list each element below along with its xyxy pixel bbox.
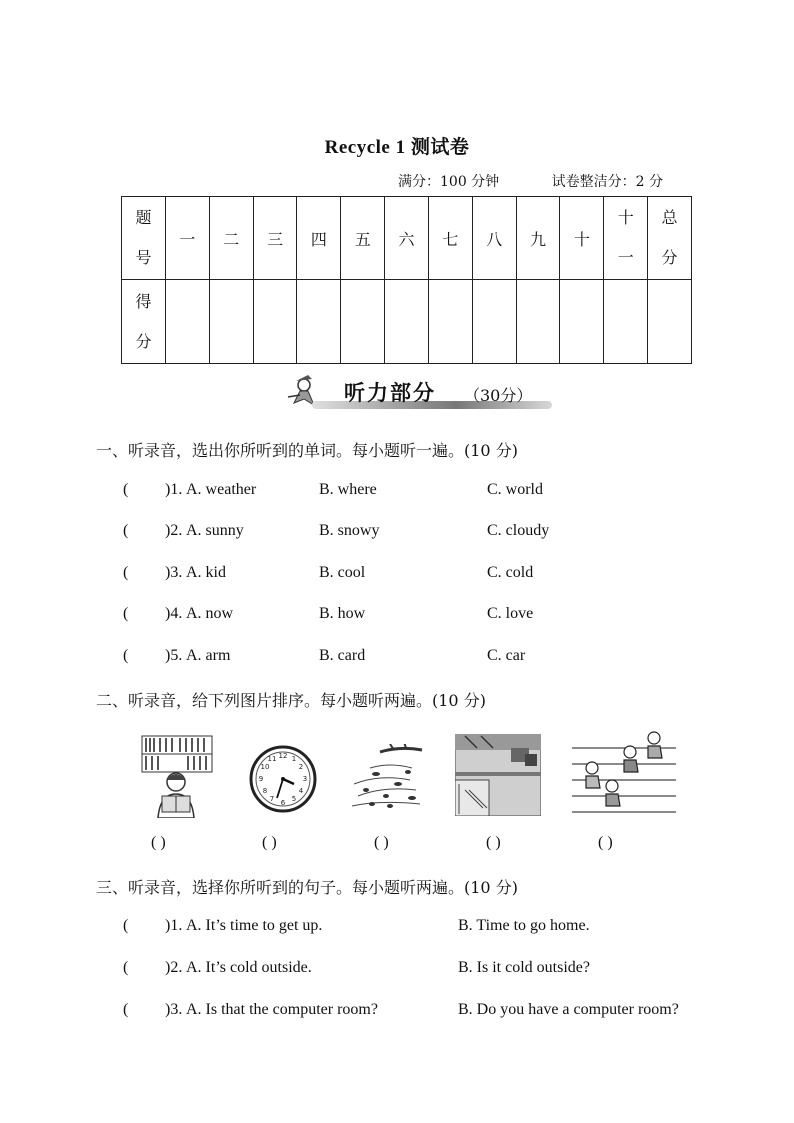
running-kids-picture: [572, 730, 676, 816]
svg-text:9: 9: [258, 775, 264, 783]
clock-picture: [248, 744, 318, 814]
order-blank[interactable]: ( ): [486, 834, 501, 851]
section-1-heading: 一、听录音，选出你所听到的单词。每小题听一遍。(10 分): [96, 441, 518, 460]
score-cell[interactable]: [297, 280, 341, 364]
col-header: 八: [472, 197, 516, 280]
order-blank[interactable]: ( ): [598, 834, 613, 851]
listening-banner: [282, 373, 552, 413]
svg-text:7: 7: [269, 795, 275, 803]
option-c: C. cloudy: [487, 522, 550, 539]
exam-meta: [398, 171, 711, 191]
option-a: A. kid: [186, 564, 226, 581]
col-header: 三: [253, 197, 297, 280]
svg-text:5: 5: [291, 795, 297, 803]
option-a: A. sunny: [186, 522, 244, 539]
score-cell[interactable]: [209, 280, 253, 364]
col-header: 九: [516, 197, 560, 280]
option-b: B. where: [319, 481, 377, 498]
score-cell[interactable]: [560, 280, 604, 364]
score-cell[interactable]: [604, 280, 648, 364]
score-cell[interactable]: [516, 280, 560, 364]
col-header: 五: [341, 197, 385, 280]
library-reading-picture: [140, 734, 214, 818]
row-label-score: 得 分: [122, 280, 166, 364]
option-a: A. Is that the computer room?: [186, 1001, 378, 1018]
option-b: B. Time to go home.: [458, 917, 590, 934]
option-b: B. Is it cold outside?: [458, 959, 590, 976]
score-cell[interactable]: [385, 280, 429, 364]
section-2-heading: 二、听录音，给下列图片排序。每小题听两遍。(10 分): [96, 691, 486, 710]
score-cell[interactable]: [166, 280, 210, 364]
row-label-question-number: 题 号: [122, 197, 166, 280]
option-b: B. card: [319, 647, 366, 664]
section-3-heading: 三、听录音，选择你所听到的句子。每小题听两遍。(10 分): [96, 878, 518, 897]
option-a: A. weather: [186, 481, 257, 498]
score-table: [121, 196, 692, 364]
order-blank[interactable]: ( ): [262, 834, 277, 851]
picture-row: [0, 730, 794, 820]
option-c: C. cold: [487, 564, 534, 581]
banner-points: （30分）: [464, 386, 533, 405]
svg-text:11: 11: [267, 755, 277, 763]
svg-text:4: 4: [298, 787, 304, 795]
order-blank[interactable]: ( ): [151, 834, 166, 851]
svg-text:1: 1: [291, 755, 297, 763]
option-b: B. snowy: [319, 522, 380, 539]
score-cell[interactable]: [648, 280, 692, 364]
score-cell[interactable]: [341, 280, 385, 364]
option-b: B. how: [319, 605, 366, 622]
option-c: C. love: [487, 605, 534, 622]
col-header: 二: [209, 197, 253, 280]
col-header: 十: [560, 197, 604, 280]
exam-title: Recycle 1 测试卷: [324, 137, 470, 158]
option-a: A. It’s time to get up.: [186, 917, 323, 934]
svg-text:10: 10: [260, 763, 270, 771]
option-b: B. Do you have a computer room?: [458, 1001, 679, 1018]
col-header-eleven: 十 一: [604, 197, 648, 280]
svg-text:6: 6: [280, 799, 286, 807]
score-cell[interactable]: [472, 280, 516, 364]
order-blank[interactable]: ( ): [374, 834, 389, 851]
full-score: 满分：100 分钟: [398, 174, 500, 190]
option-b: B. cool: [319, 564, 366, 581]
option-a: A. arm: [186, 647, 231, 664]
score-cell[interactable]: [253, 280, 297, 364]
score-cell[interactable]: [428, 280, 472, 364]
school-building-picture: [455, 734, 541, 816]
option-a: A. It’s cold outside.: [186, 959, 312, 976]
col-header: 一: [166, 197, 210, 280]
neatness-score: 试卷整洁分：2 分: [551, 174, 663, 190]
svg-text:12: 12: [278, 752, 288, 760]
col-header: 四: [297, 197, 341, 280]
svg-text:2: 2: [298, 763, 304, 771]
col-header-total: 总 分: [648, 197, 692, 280]
option-c: C. world: [487, 481, 543, 498]
option-c: C. car: [487, 647, 526, 664]
svg-text:3: 3: [302, 775, 308, 783]
svg-text:8: 8: [262, 787, 268, 795]
windy-leaves-picture: [350, 744, 430, 814]
col-header: 六: [385, 197, 429, 280]
banner-label: 听力部分: [344, 381, 436, 405]
option-a: A. now: [186, 605, 234, 622]
col-header: 七: [428, 197, 472, 280]
